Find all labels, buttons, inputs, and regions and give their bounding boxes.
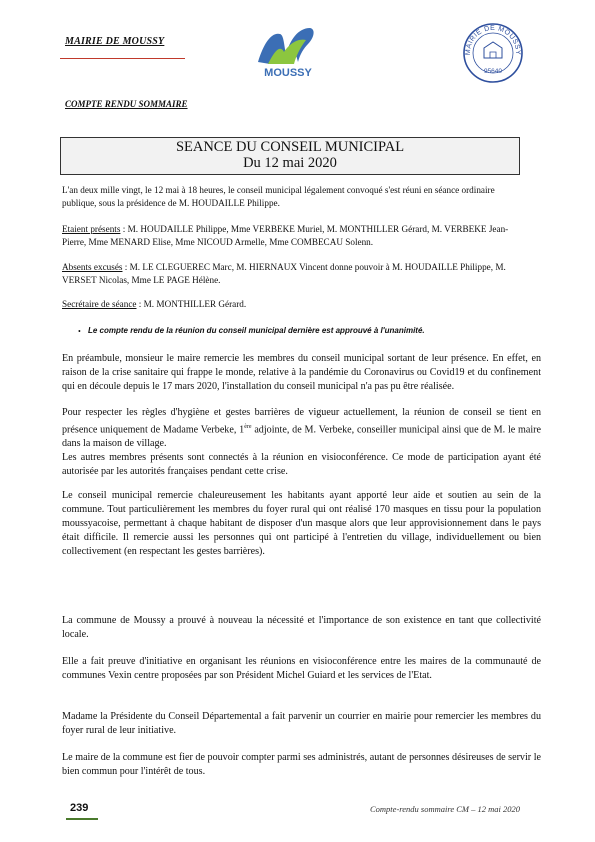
absents-text: : M. LE CLEGUEREC Marc, M. HIERNAUX Vincent donne pouvoir à M. HOUDAILLE Philippe, M. VERSET Nicolas, Mme LE PAGE Hélène.	[62, 262, 506, 285]
compte-rendu-subtitle: COMPTE RENDU SOMMAIRE	[65, 99, 188, 109]
paragraph-commune: La commune de Moussy a prouvé à nouveau la nécessité et l'importance de son existence en tant que collectivité locale.	[62, 615, 541, 640]
seal-top-text: MAIRIE DE MOUSSY	[464, 24, 522, 56]
paragraph-maire: Le maire de la commune est fier de pouvoir compter parmi ses administrés, autant de personnes désireuses de servir le bien commun pour l'intérêt de tous.	[62, 752, 541, 777]
intro-paragraph: L'an deux mille vingt, le 12 mai à 18 heures, le conseil municipal légalement convoqué s'est réuni en séance ordinaire publique, sous la présidence de M. HOUDAILLE Philippe.	[62, 185, 495, 208]
absents-paragraph	[62, 261, 522, 287]
logo-text: MOUSSY	[264, 67, 312, 79]
paragraph-hygiene-a: Pour respecter les règles d'hygiène et gestes barrières de vigueur actuellement, la réunion de conseil se tient en présence uniquement de Madame Verbeke, 1	[62, 407, 541, 436]
paragraph-initiative: Elle a fait preuve d'initiative en organisant les réunions en visioconférence entre les maires de la communauté de communes Vexin centre proposées par son Président Michel Guiard et les services de l'Etat.	[62, 656, 541, 681]
presents-text: : M. HOUDAILLE Philippe, Mme VERBEKE Muriel, M. MONTHILLER Gérard, M. VERBEKE Jean-Pierre, Mme MENARD Elise, Mme NICOUD Armelle, Mme COMBECAU Solenn.	[62, 224, 509, 247]
title-line-1: SEANCE DU CONSEIL MUNICIPAL	[175, 139, 405, 155]
secretaire-paragraph	[62, 298, 522, 311]
title-line-2: Du 12 mai 2020	[243, 154, 337, 171]
absents-label: Absents excusés	[62, 262, 123, 272]
paragraph-hygiene-b: adjointe, de M. Verbeke, conseiller municipal ainsi que de M. le maire dans la maison de village.	[62, 424, 541, 450]
footer-caption: Compte-rendu sommaire CM – 12 mai 2020	[370, 804, 520, 814]
paragraph-preambule: En préambule, monsieur le maire remercie les membres du conseil municipal sortant de leur présence. En effet, en raison de la crise sanitaire qui frappe le monde, relative à la pandémie du Coronavirus ou Covid19 et du confinement qui en découle depuis le 17 mars 2020, l'installation du conseil municipal n'a pas pu être réalisée.	[62, 353, 541, 392]
bullet-dot-icon: •	[78, 327, 81, 336]
mairie-seal-stamp	[462, 22, 524, 84]
title-box	[60, 137, 520, 175]
header-rule	[60, 58, 185, 59]
approval-bullet: Le compte rendu de la réunion du conseil municipal dernière est approuvé à l'unanimité.	[88, 326, 425, 335]
presents-label: Etaient présents	[62, 224, 121, 234]
paragraph-hygiene-sup: ère	[244, 424, 252, 430]
secretaire-text: : M. MONTHILLER Gérard.	[136, 299, 247, 309]
moussy-logo	[250, 24, 326, 80]
secretaire-label: Secrétaire de séance	[62, 299, 137, 309]
paragraph-hygiene	[62, 406, 541, 479]
page-number: 239	[70, 802, 89, 814]
seal-bottom-text: 95640	[483, 68, 503, 75]
footer-rule	[66, 818, 98, 820]
presents-paragraph	[62, 223, 522, 249]
mairie-header: MAIRIE DE MOUSSY	[65, 36, 165, 47]
paragraph-hygiene-c: Les autres membres présents sont connectés à la réunion en visioconférence. Ce mode de participation ayant été autorisée par les autorités françaises pendant cette crise.	[62, 452, 541, 478]
paragraph-remerciements: Le conseil municipal remercie chaleureusement les habitants ayant apporté leur aide et soutien au sein de la commune. Tout particulièrement les membres du foyer rural qui ont réalisé 170 masques en tissu pour la population moussyacoise, permettant à chaque habitant de disposer d'un masque alors que leur approvisionnement dans le pays était difficile. Il remercie aussi les personnes qui ont participé à l'entretien du village, individuellement ou bien collectivement (en respectant les gestes barrières).	[62, 490, 541, 557]
paragraph-departement: Madame la Présidente du Conseil Départemental a fait parvenir un courrier en mairie pour remercier les membres du foyer rural de leur initiative.	[62, 711, 541, 736]
